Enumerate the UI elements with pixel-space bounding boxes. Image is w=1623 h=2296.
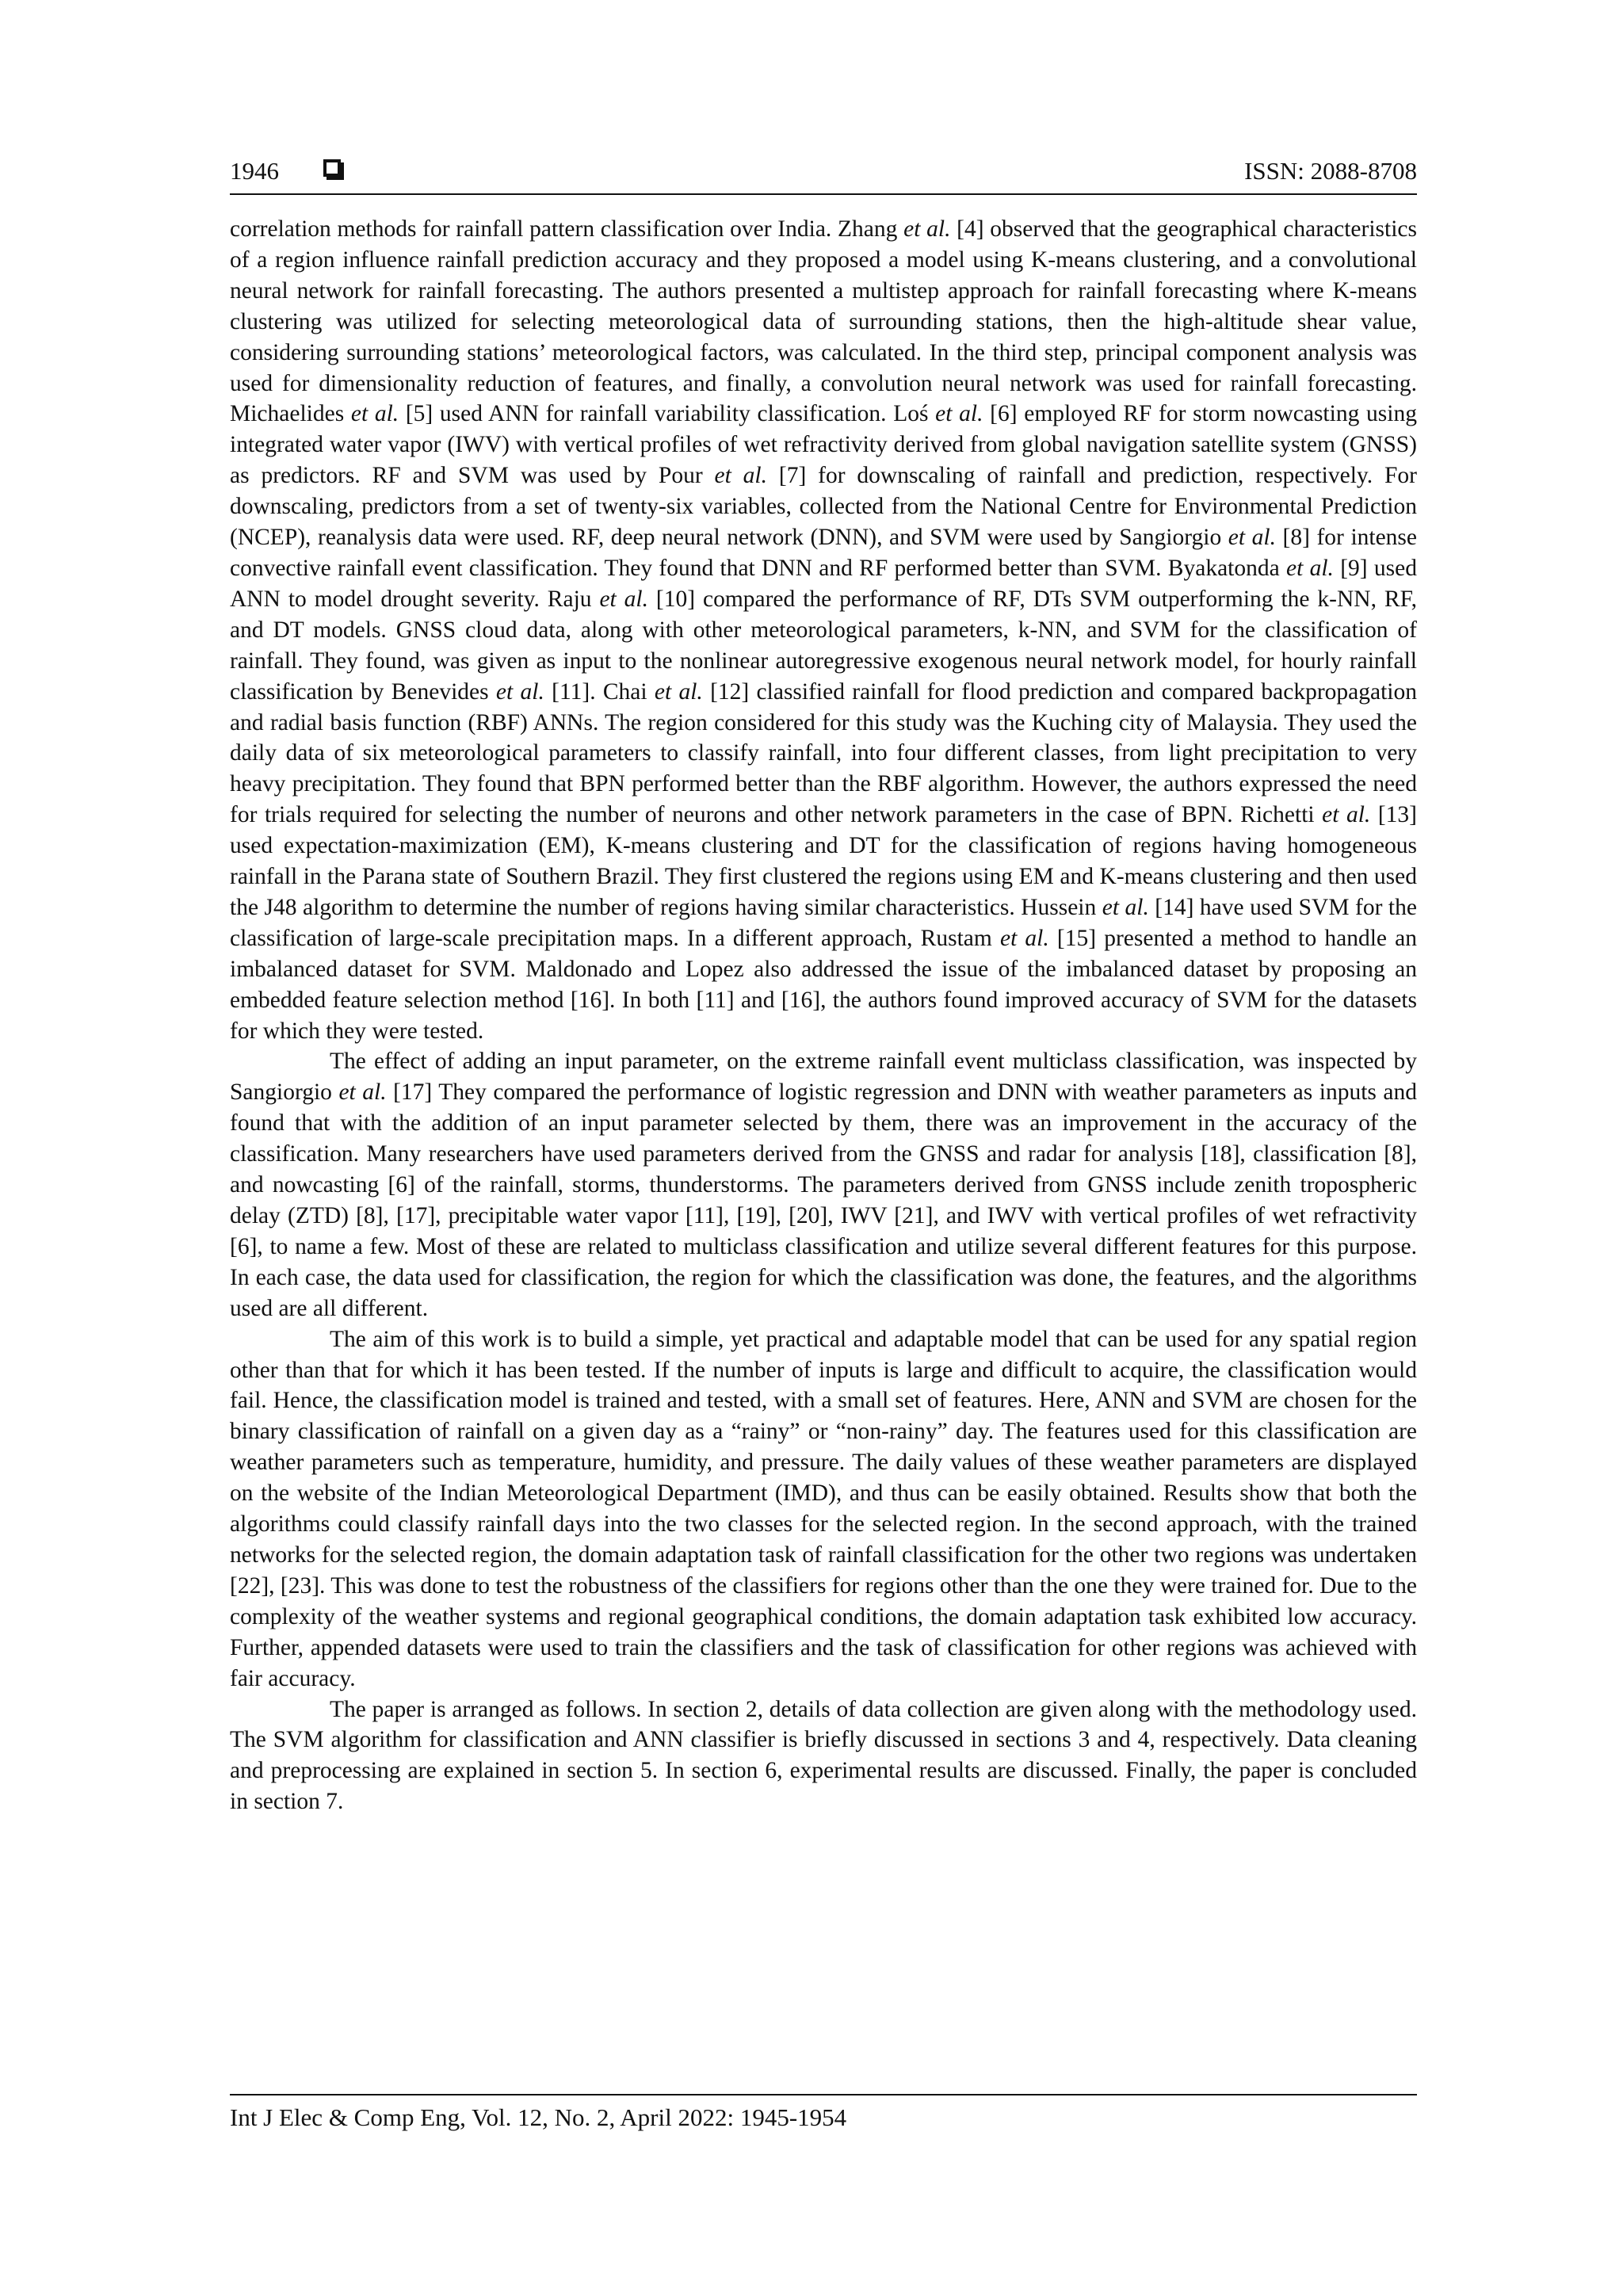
page-header: [230, 151, 1417, 190]
paragraph-3: The aim of this work is to build a simple, yet practical and adaptable model that can be used for any spatial region other than that for which it has been tested. If the number of inputs is large and difficult to acquire, the classification would fail. Hence, the classification model is trained and tested, with a small set of features. Here, ANN and SVM are chosen for the binary classification of rainfall on a given day as a “rainy” or “non-rainy” day. The features used for this classification are weather parameters such as temperature, humidity, and pressure. The daily values of these weather parameters are displayed on the website of the Indian Meteorological Department (IMD), and thus can be easily obtained. Results show that both the algorithms could classify rainfall days into the two classes for the selected region. In the second approach, with the trained networks for the selected region, the domain adaptation task of rainfall classification for the other two regions was undertaken [22], [23]. This was done to test the robustness of the classifiers for regions other than the one they were trained for. Due to the complexity of the weather systems and regional geographical conditions, the domain adaptation task exhibited low accuracy. Further, appended datasets were used to train the classifiers and the task of classification for other regions was achieved with fair accuracy.: [230, 1326, 1417, 1691]
journal-citation: Int J Elec & Comp Eng, Vol. 12, No. 2, April 2022: 1945-1954: [230, 2103, 847, 2131]
page-number: 1946: [230, 157, 279, 185]
issn-label: ISSN: 2088-8708: [1244, 157, 1417, 185]
article-body: [230, 214, 1417, 1817]
paragraph-4: The paper is arranged as follows. In section 2, details of data collection are given along with the methodology used. The SVM algorithm for classification and ANN classifier is briefly discussed in sections 3 and 4, respectively. Data cleaning and preprocessing are explained in section 5. In section 6, experimental results are discussed. Finally, the paper is concluded in section 7.: [230, 1696, 1417, 1815]
box-bullet-icon: [323, 159, 341, 177]
header-divider: [230, 193, 1417, 195]
paragraph-2: The effect of adding an input parameter, on the extreme rainfall event multiclass classification, was inspected by Sangiorgio et al. [17] They compared the performance of logistic regression and DNN with weather parameters as inputs and found that with the addition of an input parameter selected by them, there was an improvement in the accuracy of the classification. Many researchers have used parameters derived from the GNSS and radar for analysis [18], classification [8], and nowcasting [6] of the rainfall, storms, thunderstorms. The parameters derived from GNSS include zenith tropospheric delay (ZTD) [8], [17], precipitable water vapor [11], [19], [20], IWV [21], and IWV with vertical profiles of wet refractivity [6], to name a few. Most of these are related to multiclass classification and utilize several different features for this purpose. In each case, the data used for classification, the region for which the classification was done, the features, and the algorithms used are all different.: [230, 1049, 1417, 1321]
footer-divider: [230, 2094, 1417, 2095]
paragraph-1: correlation methods for rainfall pattern classification over India. Zhang et al. [4] observed that the geographical characteristics of a region influence rainfall prediction accuracy and they proposed a model using K-means clustering, and a convolutional neural network for rainfall forecasting. The authors presented a multistep approach for rainfall forecasting where K-means clustering was utilized for selecting meteorological data of surrounding stations, then the high-altitude shear value, considering surrounding stations’ meteorological factors, was calculated. In the third step, principal component analysis was used for dimensionality reduction of features, and finally, a convolution neural network was used for rainfall forecasting. Michaelides et al. [5] used ANN for rainfall variability classification. Loś et al. [6] employed RF for storm nowcasting using integrated water vapor (IWV) with vertical profiles of wet refractivity derived from global navigation satellite system (GNSS) as predictors. RF and SVM was used by Pour et al. [7] for downscaling of rainfall and prediction, respectively. For downscaling, predictors from a set of twenty-six variables, collected from the National Centre for Environmental Prediction (NCEP), reanalysis data were used. RF, deep neural network (DNN), and SVM were used by Sangiorgio et al. [8] for intense convective rainfall event classification. They found that DNN and RF performed better than SVM. Byakatonda et al. [9] used ANN to model drought severity. Raju et al. [10] compared the performance of RF, DTs SVM outperforming the k-NN, RF, and DT models. GNSS cloud data, along with other meteorological parameters, k-NN, and SVM for the classification of rainfall. They found, was given as input to the nonlinear autoregressive exogenous neural network model, for hourly rainfall classification by Benevides et al. [11]. Chai et al. [12] classified rainfall for flood prediction and compared backpropagation and radial basis function (RBF) ANNs. The region considered for this study was the Kuching city of Malaysia. They used the daily data of six meteorological parameters to classify rainfall, into four different classes, from light precipitation to very heavy precipitation. They found that BPN performed better than the RBF algorithm. However, the authors expressed the need for trials required for selecting the number of neurons and other network parameters in the case of BPN. Richetti et al. [13] used expectation-maximization (EM), K-means clustering and DT for the classification of regions having homogeneous rainfall in the Parana state of Southern Brazil. They first clustered the regions using EM and K-means clustering and then used the J48 algorithm to determine the number of regions having similar characteristics. Hussein et al. [14] have used SVM for the classification of large-scale precipitation maps. In a different approach, Rustam et al. [15] presented a method to handle an imbalanced dataset for SVM. Maldonado and Lopez also addressed the issue of the imbalanced dataset by proposing an embedded feature selection method [16]. In both [11] and [16], the authors found improved accuracy of SVM for the datasets for which they were tested.: [230, 216, 1417, 1044]
